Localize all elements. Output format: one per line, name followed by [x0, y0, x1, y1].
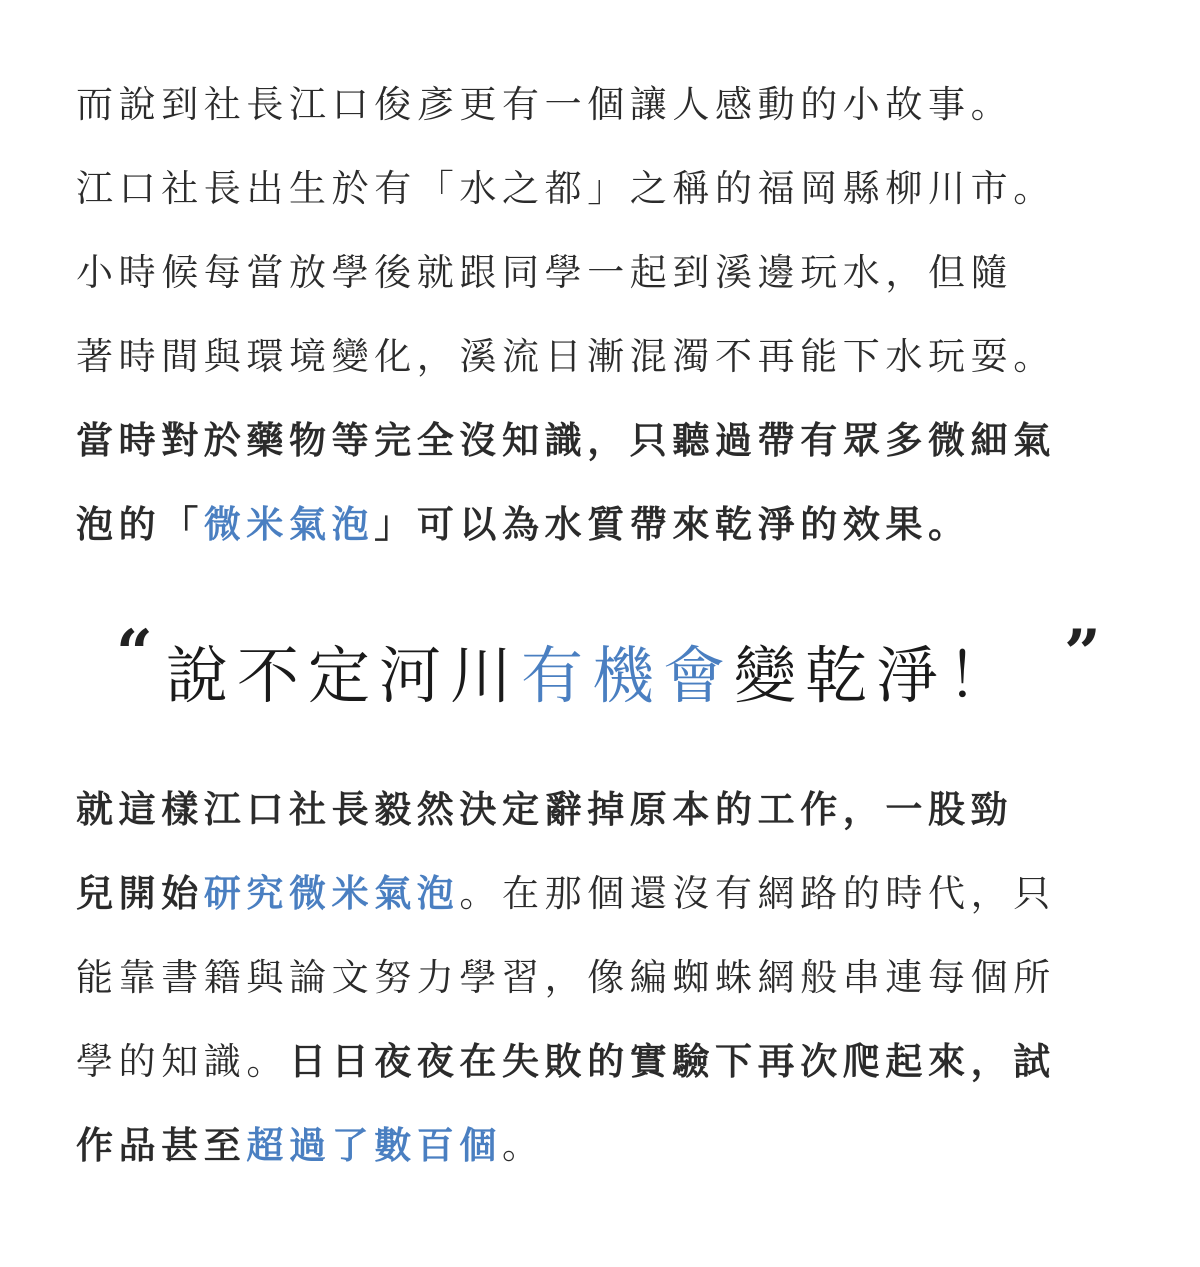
text-line-bold: 就這樣江口社長毅然決定辭掉原本的工作，一股勁 [76, 788, 1014, 831]
text-segment: 。 [502, 1124, 545, 1167]
pull-quote [0, 614, 1200, 734]
pull-quote-text [166, 636, 1018, 716]
text-line-bold: 當時對於藥物等完全沒知識，只聽過帶有眾多微細氣 [76, 419, 1056, 462]
text-line: 江口社長出生於有「水之都」之稱的福岡縣柳川市。 [76, 167, 1056, 210]
text-segment: 」可以為水質帶來乾淨的效果。 [374, 503, 971, 546]
text-line: 小時候每當放學後就跟同學一起到溪邊玩水，但隨 [76, 251, 1014, 294]
text-segment: 作品甚至 [76, 1124, 247, 1167]
text-line [76, 1020, 1136, 1104]
quote-segment: 說不定河川 [166, 639, 522, 712]
text-line: 著時間與環境變化，溪流日漸混濁不再能下水玩耍。 [76, 335, 1056, 378]
story-paragraph-research [76, 768, 1136, 1188]
text-segment-bold: 兒開始 [76, 872, 204, 915]
text-segment: 。在那個還沒有網路的時代，只 [459, 872, 1056, 915]
open-quote-mark: “ [116, 616, 153, 691]
text-line-bold [76, 483, 1136, 567]
text-segment-bold: 日日夜夜在失敗的實驗下再次爬起來，試 [289, 1040, 1056, 1083]
text-line [76, 852, 1136, 936]
highlight-prototypes: 超過了數百個 [246, 1124, 503, 1167]
quote-highlight: 有機會 [521, 639, 735, 712]
close-quote-mark: ” [1064, 616, 1101, 691]
text-line-bold [76, 1104, 1136, 1188]
quote-segment: 變乾淨！ [734, 639, 1019, 712]
text-line: 能靠書籍與論文努力學習，像編蜘蛛網般串連每個所 [76, 956, 1056, 999]
text-line: 而說到社長江口俊彥更有一個讓人感動的小故事。 [76, 83, 1014, 126]
highlight-microbubble: 微米氣泡 [203, 503, 375, 546]
story-paragraph-intro [76, 63, 1136, 567]
text-segment: 泡的「 [76, 503, 204, 546]
text-segment: 學的知識。 [76, 1040, 289, 1083]
highlight-research: 研究微米氣泡 [203, 872, 460, 915]
